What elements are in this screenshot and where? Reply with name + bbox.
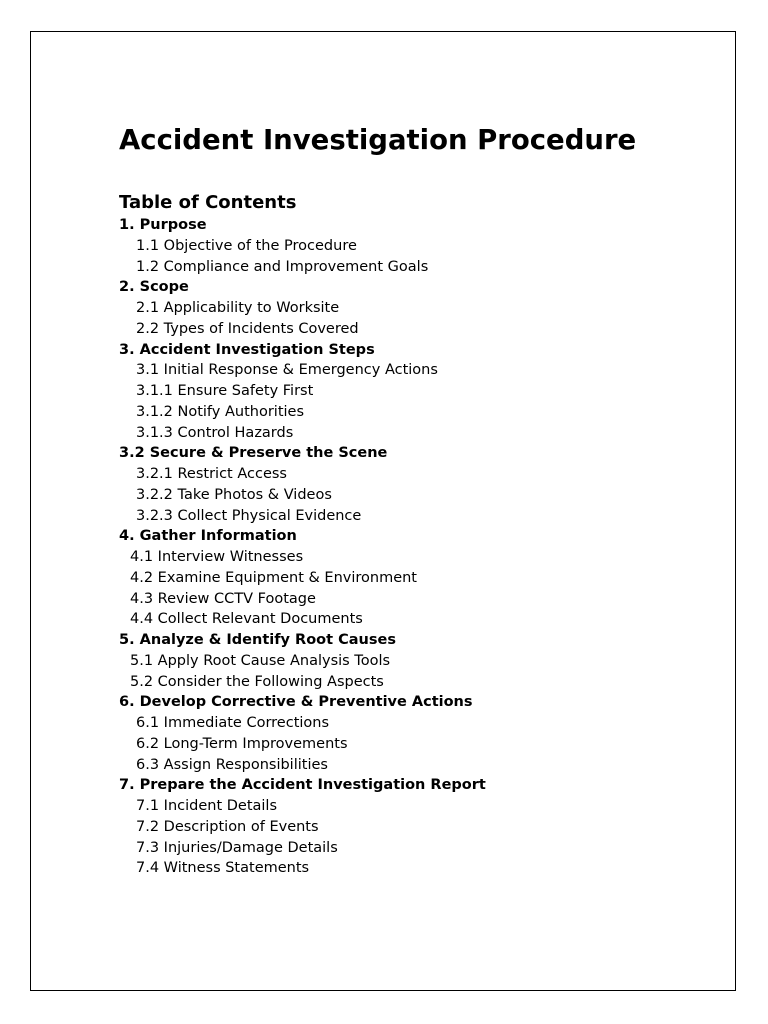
toc-subsection-entry: 3.1.3 Control Hazards: [136, 424, 294, 441]
toc-subsection-entry: 1.2 Compliance and Improvement Goals: [136, 258, 429, 275]
toc-subsection-entry: 7.1 Incident Details: [136, 798, 278, 814]
toc-heading: Table of Contents: [119, 192, 297, 213]
toc-subsection-entry: 1.1 Objective of the Procedure: [136, 237, 357, 254]
toc-section-entry: 5. Analyze & Identify Root Causes: [119, 632, 396, 648]
toc-subsection-entry: 2.1 Applicability to Worksite: [136, 300, 340, 316]
toc-subsection-entry: 7.4 Witness Statements: [136, 860, 310, 877]
toc-subsection-entry: 3.2.1 Restrict Access: [136, 466, 287, 482]
document-content: [119, 122, 719, 879]
toc-subsection-entry: 7.3 Injuries/Damage Details: [136, 839, 338, 856]
toc-section-entry: 4. Gather Information: [119, 528, 297, 545]
toc-subsection-entry: 4.2 Examine Equipment & Environment: [130, 569, 417, 586]
toc-subsection-entry: 3.2.2 Take Photos & Videos: [136, 486, 332, 503]
toc-section-entry: 6. Develop Corrective & Preventive Actions: [119, 694, 473, 711]
toc-subsection-entry: 6.2 Long-Term Improvements: [136, 735, 348, 752]
table-of-contents: [119, 215, 719, 879]
toc-subsection-entry: 4.1 Interview Witnesses: [130, 549, 304, 565]
toc-section-entry: 3. Accident Investigation Steps: [119, 341, 375, 358]
toc-subsection-entry: 3.1.1 Ensure Safety First: [136, 383, 314, 399]
toc-subsection-entry: 6.1 Immediate Corrections: [136, 715, 330, 731]
toc-subsection-entry: 4.4 Collect Relevant Documents: [130, 611, 363, 628]
toc-subsection-entry: 6.3 Assign Responsibilities: [136, 756, 328, 773]
toc-subsection-entry: 5.1 Apply Root Cause Analysis Tools: [130, 652, 391, 669]
toc-section-entry: 1. Purpose: [119, 217, 207, 233]
toc-subsection-entry: 3.2.3 Collect Physical Evidence: [136, 507, 362, 524]
toc-subsection-entry: 2.2 Types of Incidents Covered: [136, 320, 359, 337]
toc-section-entry: 2. Scope: [119, 279, 189, 296]
toc-subsection-entry: 3.1.2 Notify Authorities: [136, 403, 305, 420]
toc-section-entry: 3.2 Secure & Preserve the Scene: [119, 445, 388, 462]
toc-subsection-entry: 7.2 Description of Events: [136, 818, 319, 835]
toc-subsection-entry: 3.1 Initial Response & Emergency Actions: [136, 362, 438, 379]
document-title: Accident Investigation Procedure: [119, 124, 637, 156]
toc-subsection-entry: 4.3 Review CCTV Footage: [130, 590, 316, 607]
toc-section-entry: 7. Prepare the Accident Investigation Report: [119, 777, 486, 794]
toc-subsection-entry: 5.2 Consider the Following Aspects: [130, 673, 384, 690]
